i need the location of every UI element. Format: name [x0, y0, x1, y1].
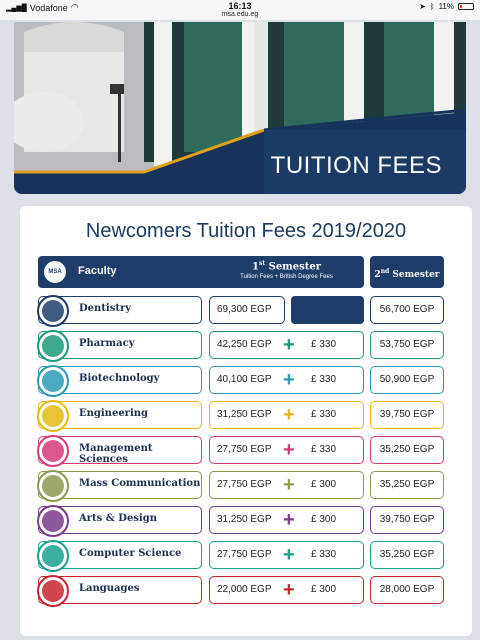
computer-icon — [37, 540, 69, 572]
semester1-cell — [209, 471, 364, 499]
semester1-egp: 22,000 EGP — [217, 584, 272, 595]
signal-icon: ▂▄▆█ — [6, 4, 27, 12]
table-row — [38, 541, 444, 569]
table-row — [38, 296, 444, 324]
semester2-cell: 53,750 EGP — [370, 331, 444, 359]
faculty-name: Engineering — [79, 408, 149, 419]
semester1-egp: 40,100 EGP — [217, 374, 272, 385]
faculty-cell — [38, 541, 202, 569]
faculty-name: Pharmacy — [79, 338, 135, 349]
table-row — [38, 506, 444, 534]
semester1-cell — [209, 576, 364, 604]
faculty-cell — [38, 366, 202, 394]
plus-icon: + — [283, 544, 295, 566]
card-title: Newcomers Tuition Fees 2019/2020 — [85, 220, 407, 242]
semester2-cell: 35,250 EGP — [370, 541, 444, 569]
semester1-gbp: £ 330 — [311, 409, 337, 420]
semester1-gbp: £ 300 — [311, 584, 337, 595]
plus-icon: + — [283, 509, 295, 531]
table-row — [38, 366, 444, 394]
location-icon: ➤ — [419, 2, 426, 11]
semester1-egp: 27,750 EGP — [217, 549, 272, 560]
faculty-cell — [38, 506, 202, 534]
faculty-cell — [38, 471, 202, 499]
semester1-cell — [209, 541, 364, 569]
semester1-gbp: £ 300 — [311, 514, 337, 525]
battery-label: 11% — [438, 2, 454, 11]
plus-icon: + — [283, 369, 295, 391]
speech-icon — [37, 575, 69, 607]
semester1-gbp: £ 330 — [311, 549, 337, 560]
faculty-name: Management Sciences — [79, 443, 153, 465]
table-row — [38, 331, 444, 359]
semester1-egp: 31,250 EGP — [217, 409, 272, 420]
semester1-cell — [209, 366, 364, 394]
semester2-cell: 28,000 EGP — [370, 576, 444, 604]
header-semester2: 2nd Semester — [370, 256, 444, 288]
semester1-gbp: £ 330 — [311, 339, 337, 350]
semester2-cell: 35,250 EGP — [370, 436, 444, 464]
semester1-egp: 31,250 EGP — [217, 514, 272, 525]
helmet-icon — [37, 400, 69, 432]
semester2-cell: 35,250 EGP — [370, 471, 444, 499]
table-row — [38, 576, 444, 604]
header-faculty-label: Faculty — [78, 265, 117, 277]
plus-icon: + — [283, 579, 295, 601]
semester1-egp: 27,750 EGP — [217, 479, 272, 490]
dna-icon — [37, 365, 69, 397]
semester1-cell — [209, 401, 364, 429]
plus-icon: + — [283, 474, 295, 496]
semester2-cell: 39,750 EGP — [370, 506, 444, 534]
bluetooth-icon: ᛒ — [429, 2, 435, 11]
faculty-cell — [38, 296, 202, 324]
status-bar — [0, 0, 480, 20]
semester1-gbp: £ 330 — [311, 444, 337, 455]
semester1-cell: 69,300 EGP — [209, 296, 285, 324]
semester2-cell: 56,700 EGP — [370, 296, 444, 324]
url-bar[interactable]: msa.edu.eg — [221, 11, 259, 18]
faculty-name: Mass Communication — [79, 478, 201, 489]
table-row — [38, 471, 444, 499]
faculty-cell — [38, 436, 202, 464]
msa-logo-icon: MSA — [42, 259, 68, 285]
blank-cell — [291, 296, 364, 324]
plus-icon: + — [283, 334, 295, 356]
pharmacy-icon — [37, 330, 69, 362]
status-right — [419, 2, 474, 11]
header-semester1-sub: Tuition Fees + British Degree Fees — [240, 274, 333, 281]
management-icon — [37, 435, 69, 467]
wifi-icon: ◠ — [70, 2, 79, 12]
hero-banner — [14, 22, 466, 194]
carrier-label: Vodafone — [29, 2, 68, 13]
plus-icon: + — [283, 439, 295, 461]
camera-icon — [37, 470, 69, 502]
hero-title: TUITION FEES — [270, 152, 442, 179]
faculty-cell — [38, 331, 202, 359]
semester1-egp: 27,750 EGP — [217, 444, 272, 455]
battery-icon — [458, 3, 474, 10]
header-semester1-label: 1st Semester — [251, 260, 321, 273]
semester2-cell: 39,750 EGP — [370, 401, 444, 429]
semester1-gbp: £ 300 — [311, 479, 337, 490]
semester1-gbp: £ 330 — [311, 374, 337, 385]
faculty-name: Biotechnology — [79, 373, 160, 384]
table-row — [38, 436, 444, 464]
clock: 16:13 — [228, 1, 252, 11]
pencil-icon — [37, 505, 69, 537]
semester1-egp: 42,250 EGP — [217, 339, 272, 350]
semester1-cell — [209, 331, 364, 359]
fees-card — [20, 206, 472, 636]
faculty-cell — [38, 401, 202, 429]
faculty-cell — [38, 576, 202, 604]
table-row — [38, 401, 444, 429]
semester1-cell — [209, 506, 364, 534]
faculty-name: Languages — [79, 583, 140, 594]
header-faculty — [38, 256, 223, 288]
faculty-name: Dentistry — [79, 303, 132, 314]
semester1-cell — [209, 436, 364, 464]
faculty-name: Computer Science — [79, 548, 182, 559]
tooth-icon — [37, 295, 69, 327]
plus-icon: + — [283, 404, 295, 426]
header-semester1 — [209, 256, 364, 288]
semester2-cell: 50,900 EGP — [370, 366, 444, 394]
faculty-name: Arts & Design — [79, 513, 157, 524]
